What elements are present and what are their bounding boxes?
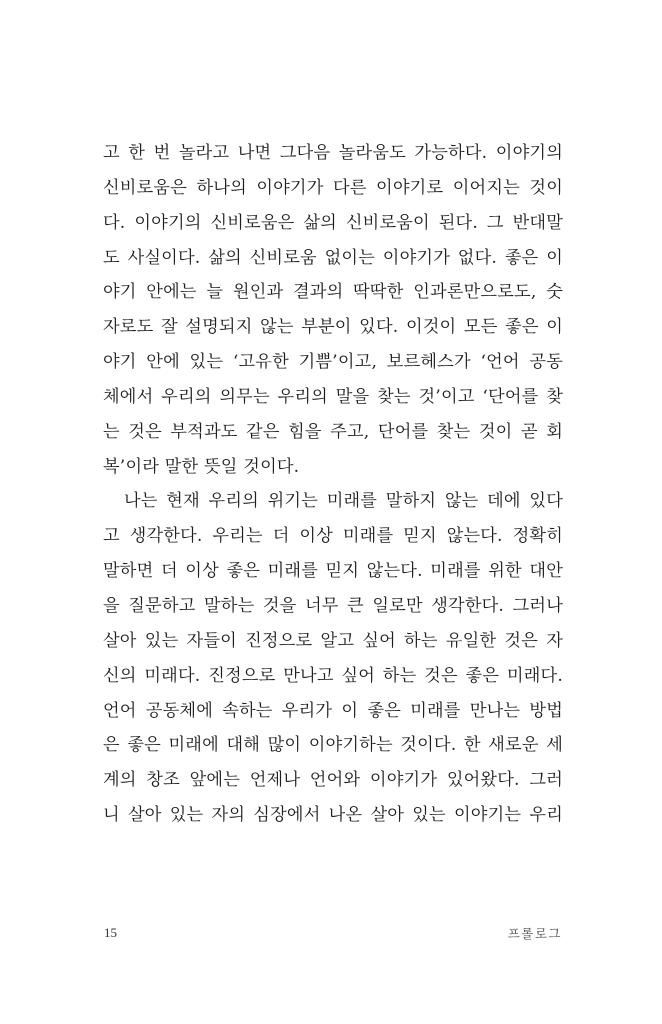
text-line: 는 것은 부적과도 같은 힘을 주고, 단어를 찾는 것이 곧 회: [103, 421, 563, 442]
body-text: [103, 136, 563, 833]
text-line: 고 한 번 놀라고 나면 그다음 놀라움도 가능하다. 이야기의: [103, 143, 563, 163]
running-title: 프롤로그: [507, 926, 562, 941]
text-line-paragraph-start: 나는 현재 우리의 위기는 미래를 말하지 않는 데에 있다: [124, 491, 563, 512]
text-line: 은 좋은 미래에 대해 많이 이야기하는 것이다. 한 새로운 세: [103, 735, 563, 756]
text-line: 야기 안에 있는 ‘고유한 기쁨’이고, 보르헤스가 ‘언어 공동: [103, 352, 563, 373]
text-line: 신의 미래다. 진정으로 만나고 싶어 하는 것은 좋은 미래다.: [103, 665, 563, 686]
text-line: 니 살아 있는 자의 심장에서 나온 살아 있는 이야기는 우리: [103, 805, 563, 826]
page-number: 15: [104, 925, 117, 940]
text-line: 신비로움은 하나의 이야기가 다른 이야기로 이어지는 것이: [103, 177, 563, 198]
text-line: 체에서 우리의 의무는 우리의 말을 찾는 것’이고 ‘단어를 찾: [103, 386, 563, 407]
text-line: 살아 있는 자들이 진정으로 알고 싶어 하는 유일한 것은 자: [103, 630, 563, 651]
text-line: 고 생각한다. 우리는 더 이상 미래를 믿지 않는다. 정확히: [103, 526, 563, 547]
text-line: 언어 공동체에 속하는 우리가 이 좋은 미래를 만나는 방법: [103, 700, 563, 721]
text-line: 말하면 더 이상 좋은 미래를 믿지 않는다. 미래를 위한 대안: [103, 561, 563, 582]
text-line: 다. 이야기의 신비로움은 삶의 신비로움이 된다. 그 반대말: [103, 212, 563, 233]
text-line: 야기 안에는 늘 원인과 결과의 딱딱한 인과론만으로도, 숫: [103, 282, 563, 303]
text-line: 자로도 잘 설명되지 않는 부분이 있다. 이것이 모든 좋은 이: [103, 317, 563, 338]
text-line: 도 사실이다. 삶의 신비로움 없이는 이야기가 없다. 좋은 이: [103, 247, 563, 268]
text-line: 을 질문하고 말하는 것을 너무 큰 일로만 생각한다. 그러나: [103, 595, 563, 616]
text-line: 계의 창조 앞에는 언제나 언어와 이야기가 있어왔다. 그러: [103, 770, 563, 791]
text-line-paragraph-end: 복’이라 말한 뜻일 것이다.: [103, 456, 300, 477]
